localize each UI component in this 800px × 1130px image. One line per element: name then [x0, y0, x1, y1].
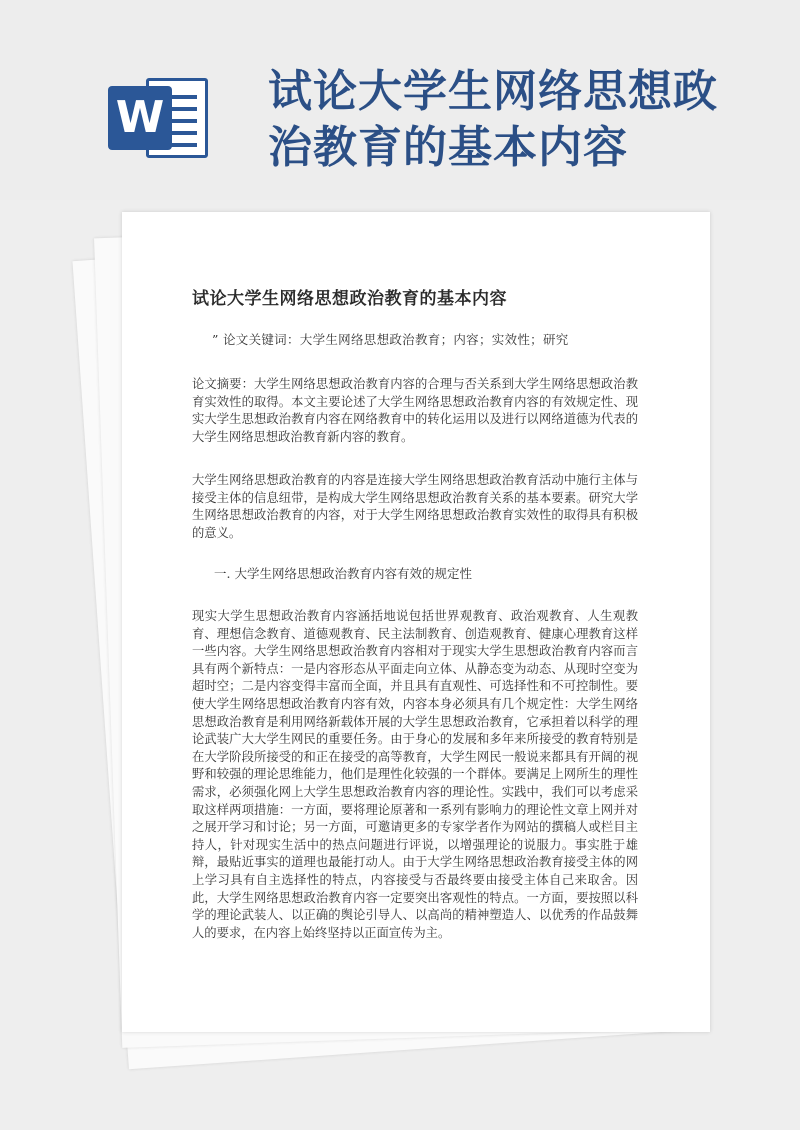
- header-banner: [0, 0, 800, 200]
- document-page: [122, 212, 710, 1032]
- word-w-badge: W: [108, 86, 172, 150]
- word-document-icon: [108, 72, 212, 164]
- document-keywords: ” 论文关键词：大学生网络思想政治教育；内容；实效性；研究: [212, 332, 569, 347]
- document-title: 试论大学生网络思想政治教育的基本内容: [192, 289, 507, 309]
- section-body-paragraph: 现实大学生思想政治教育内容涵括地说包括世界观教育、政治观教育、人生观教育、理想信念教育、道德观教育、民主法制教育、创造观教育、健康心理教育这样一些内容。大学生网络思想政治教育内容相对于现实大学生思想政治教育内容而言具有两个新特点：一是内容形态从平面走向立体、从静态变为动态、从现时空变为超时空；二是内容变得丰富而全面，并且具有直观性、可选择性和不可控制性。要使大学生网络思想政治教育内容有效，内容本身必须具有几个规定性：大学生网络思想政治教育是利用网络新载体开展的大学生思想政治教育，它承担着以科学的理论武装广大大学生网民的重要任务。由于身心的发展和多年来所接受的教育特别是在大学阶段所接受的和正在接受的高等教育，大学生网民一般说来都具有开阔的视野和较强的理论思维能力，他们是理性化较强的一个群体。要满足上网所生的理性需求，必须强化网上大学生思想政治教育内容的理论性。实践中，我们可以考虑采取这样两项措施：一方面，要将理论原著和一系列有影响力的理论性文章上网并对之展开学习和讨论；另一方面，可邀请更多的专家学者作为网站的撰稿人或栏目主持人，针对现实生活中的热点问题进行评说，以增强理论的说服力。事实胜于雄辩，最贴近事实的道理也最能打动人。由于大学生网络思想政治教育接受主体的网上学习具有自主选择性的特点，内容接受与否最终要由接受主体自己来取舍。因此，大学生网络思想政治教育内容一定要突出客观性的特点。一方面，要按照以科学的理论武装人、以正确的舆论引导人、以高尚的精神塑造人、以优秀的作品鼓舞人的要求，在内容上始终坚持以正面宣传为主。: [192, 609, 638, 940]
- section-heading: 一. 大学生网络思想政治教育内容有效的规定性: [214, 566, 472, 581]
- abstract-paragraph: 论文摘要：大学生网络思想政治教育内容的合理与否关系到大学生网络思想政治教育实效性的取得。本文主要论述了大学生网络思想政治教育内容的有效规定性、现实大学生思想政治教育内容在网络教育中的转化运用以及进行以网络道德为代表的大学生网络思想政治教育新内容的教育。: [192, 377, 638, 444]
- page-title: 试论大学生网络思想政治教育的基本内容: [268, 66, 718, 173]
- intro-paragraph: 大学生网络思想政治教育的内容是连接大学生网络思想政治教育活动中施行主体与接受主体的信息纽带，是构成大学生网络思想政治教育关系的基本要素。研究大学生网络思想政治教育的内容，对于大学生网络思想政治教育实效性的取得具有积极的意义。: [192, 473, 638, 540]
